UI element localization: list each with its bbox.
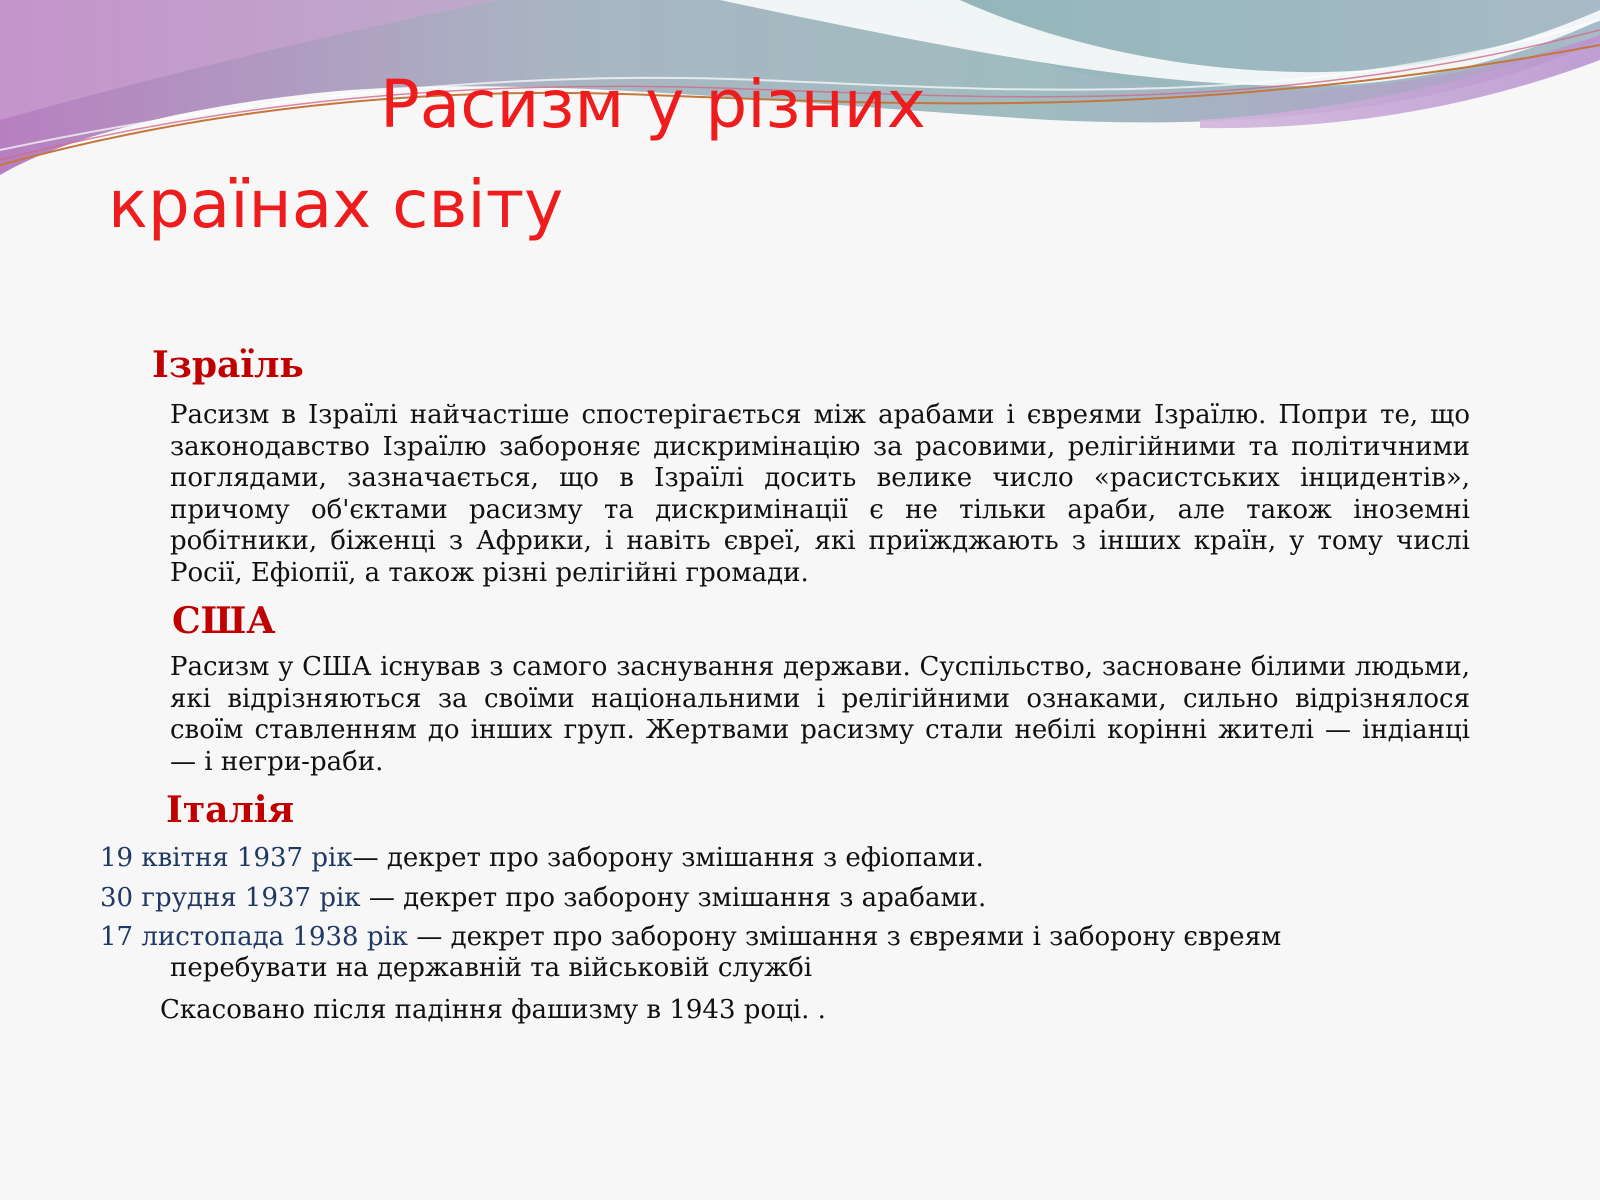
- section-heading-usa: США: [172, 600, 276, 642]
- section-text-israel: Расизм в Ізраїлі найчастіше спостерігається між арабами і євреями Ізраїлю. Попри те, що законодавство Ізраїлю забороняє дискримінацію за расовими, релігійними та політичними поглядами, зазначається, що в Ізраїлі досить велике число «расистських інцидентів», причому об'єктами расизму та дискримінації є не тільки араби, але також іноземні робітники, біженці з Африки, і навіть євреї, які приїжджають з інших країн, у тому числі Росії, Ефіопії, а також різні релігійні громади.: [170, 400, 1470, 588]
- section-heading-italy: Італія: [166, 789, 295, 831]
- section-heading-israel: Ізраїль: [152, 344, 304, 386]
- decree-date: 19 квітня 1937 рік: [100, 843, 353, 873]
- italy-decree-item: [100, 922, 1281, 953]
- decree-date: 17 листопада 1938 рік: [100, 922, 417, 952]
- italy-decree-item: [100, 883, 986, 914]
- decree-date: 30 грудня 1937 рік: [100, 883, 369, 913]
- decree-text-continuation: перебувати на державній та військовій службі: [170, 953, 813, 983]
- italy-note: Скасовано після падіння фашизму в 1943 році. .: [160, 995, 826, 1025]
- decree-text: — декрет про заборону змішання з євреями і заборону євреям: [416, 922, 1282, 952]
- decree-text: — декрет про заборону змішання з арабами.: [368, 883, 987, 913]
- decree-text: — декрет про заборону змішання з ефіопами.: [352, 843, 984, 873]
- slide-title-line-1: Расизм у різних: [380, 66, 926, 143]
- section-text-usa: Расизм у США існував з самого заснування держави. Суспільство, засноване білими людьми, які відрізняються за своїми національними і релігійними ознаками, сильно відрізнялося своїм ставленням до інших груп. Жертвами расизму стали небілі корінні жителі — індіанці — і негри-раби.: [170, 652, 1470, 777]
- slide-title-line-2: країнах світу: [108, 166, 564, 243]
- italy-decree-item: [100, 843, 984, 874]
